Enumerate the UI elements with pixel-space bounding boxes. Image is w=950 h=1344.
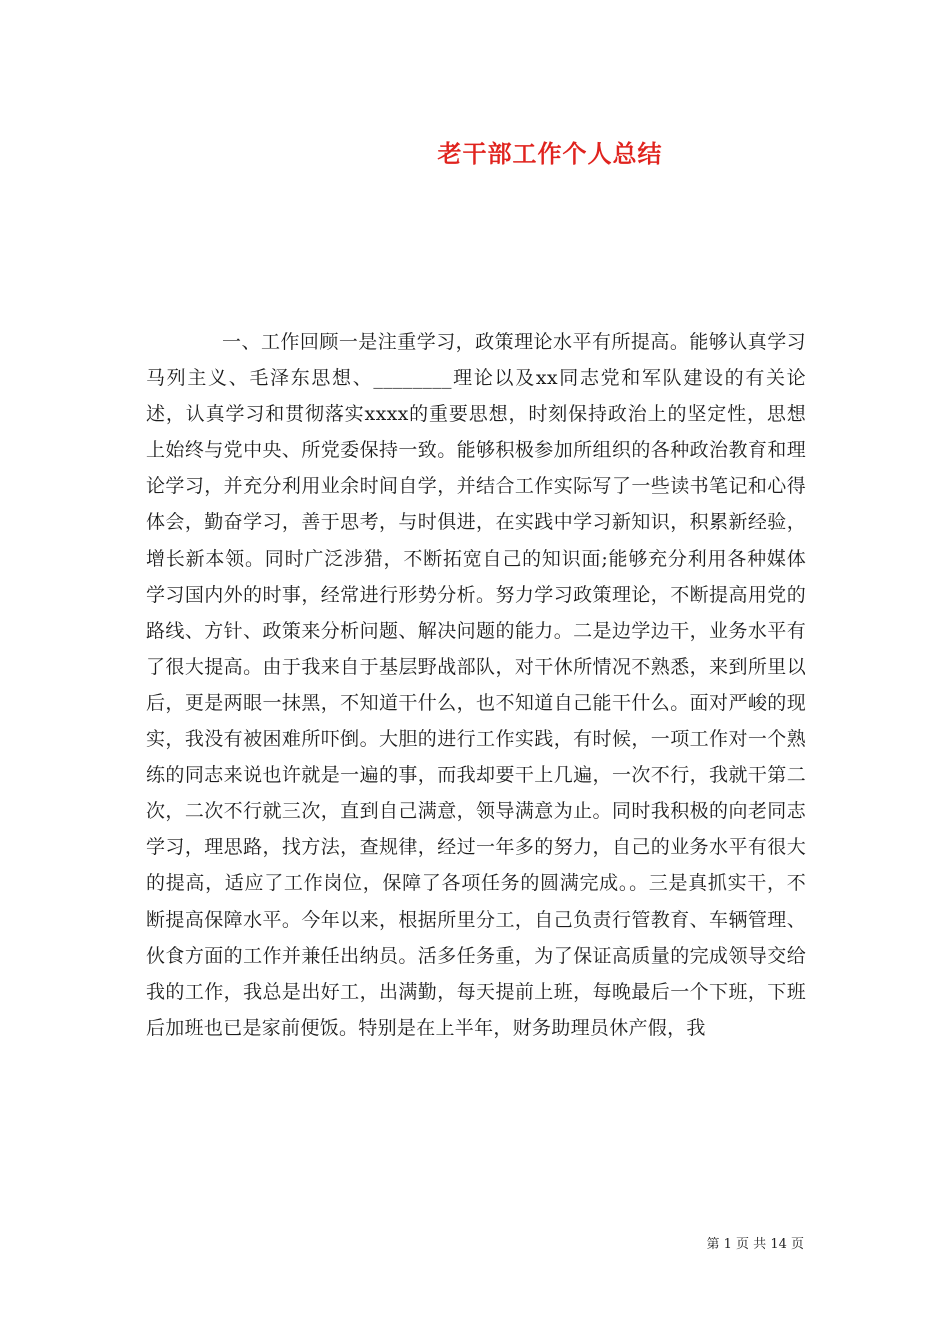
page-number-footer: 第 1 页 共 14 页 (706, 1237, 804, 1252)
document-title: 老干部工作个人总结 (437, 139, 663, 168)
body-paragraph: 一、工作回顾一是注重学习，政策理论水平有所提高。能够认真学习马列主义、毛泽东思想、________理论以及xx同志党和军队建设的有关论述，认真学习和贯彻落实xxxx的重要思想，时刻保持政治上的坚定性，思想上始终与党中央、所党委保持一致。能够积极参加所组织的各种政治教育和理论学习，并充分利用业余时间自学，并结合工作实际写了一些读书笔记和心得体会，勤奋学习，善于思考，与时俱进，在实践中学习新知识，积累新经验，增长新本领。同时广泛涉猎，不断拓宽自己的知识面;能够充分利用各种媒体学习国内外的时事，经常进行形势分析。努力学习政策理论，不断提高用党的路线、方针、政策来分析问题、解决问题的能力。二是边学边干，业务水平有了很大提高。由于我来自于基层野战部队，对干休所情况不熟悉，来到所里以后，更是两眼一抹黑，不知道干什么，也不知道自己能干什么。面对严峻的现实，我没有被困难所吓倒。大胆的进行工作实践，有时候，一项工作对一个熟练的同志来说也许就是一遍的事，而我却要干上几遍，一次不行，我就干第二次，二次不行就三次，直到自己满意，领导满意为止。同时我积极的向老同志学习，理思路，找方法，查规律，经过一年多的努力，自己的业务水平有很大的提高，适应了工作岗位，保障了各项任务的圆满完成。。三是真抓实干，不断提高保障水平。今年以来，根据所里分工，自己负责行管教育、车辆管理、伙食方面的工作并兼任出纳员。活多任务重，为了保证高质量的完成领导交给我的工作，我总是出好工，出满勤，每天提前上班，每晚最后一个下班，下班后加班也已是家前便饭。特别是在上半年，财务助理员休产假，我 (146, 331, 806, 1039)
